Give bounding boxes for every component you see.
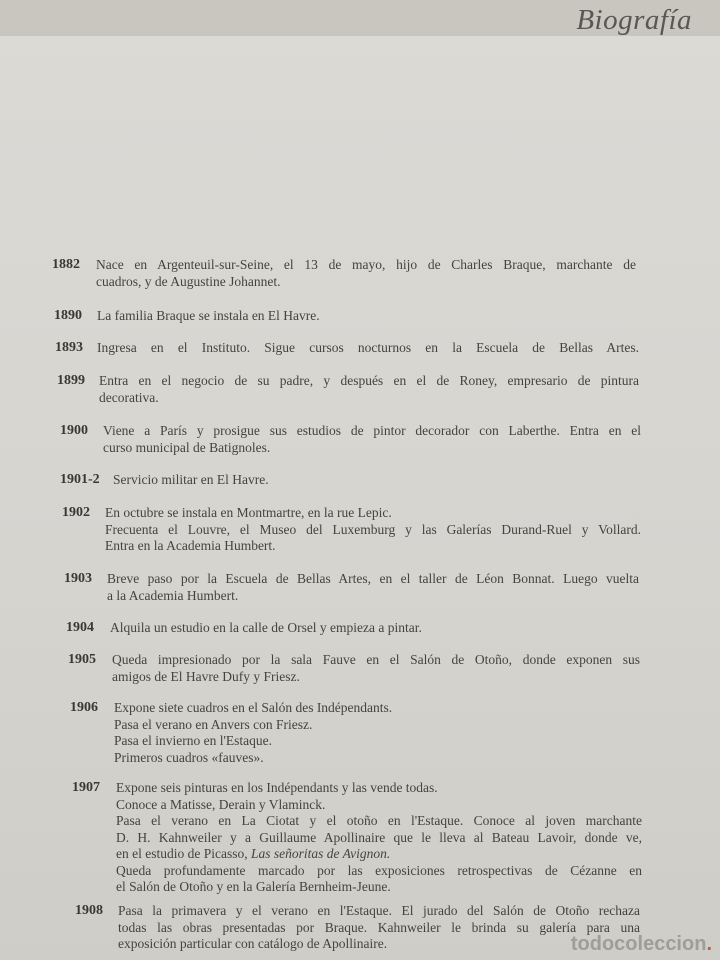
entry-line: Frecuenta el Louvre, el Museo del Luxemburg y las Galerías Durand-Ruel y Vollard. [105, 521, 641, 537]
entry-text [118, 903, 640, 953]
entry-line: exposición particular con catálogo de Apollinaire. [118, 936, 388, 951]
entry-year: 1899 [57, 373, 85, 388]
entry-line: Viene a París y prosigue sus estudios de pintor decorador con Laberthe. Entra en el [103, 423, 641, 438]
entry-line: decorativa. [99, 389, 159, 405]
entry-line: Queda impresionado por la sala Fauve en el Salón de Otoño, donde exponen sus [112, 652, 640, 667]
entry-line: Pasa la primavera y el verano en l'Estaque. El jurado del Salón de Otoño rechaza [118, 903, 640, 918]
entry-line: a la Academia Humbert. [107, 587, 239, 603]
watermark-logo [571, 933, 712, 956]
entry-line [116, 846, 642, 863]
entry-year: 1901-2 [60, 472, 100, 487]
entry-text [99, 373, 639, 406]
entry-text [97, 308, 637, 325]
entry-text [105, 505, 641, 555]
entry-line: Nace en Argenteuil-sur-Seine, el 13 de mayo, hijo de Charles Braque, marchante de [96, 257, 636, 272]
entry-text [112, 652, 640, 685]
entry-line: Entra en la Academia Humbert. [105, 538, 276, 553]
entry-line: Entra en el negocio de su padre, y después en el de Roney, empresario de pintura [99, 373, 639, 388]
entry-year: 1905 [68, 652, 96, 667]
artwork-title: Las señoritas de Avignon. [250, 846, 391, 861]
entry-year: 1904 [66, 620, 94, 635]
entry-line: La familia Braque se instala en El Havre. [97, 308, 320, 323]
entry-year: 1893 [55, 340, 83, 355]
entry-line: D. H. Kahnweiler y a Guillaume Apollinaire que le lleva al Bateau Lavoir, donde ve, [116, 829, 642, 845]
entry-line: Pasa el invierno en l'Estaque. [114, 733, 273, 748]
entry-year: 1906 [70, 700, 98, 715]
entry-line: Breve paso por la Escuela de Bellas Artes, en el taller de Léon Bonnat. Luego vuelta [107, 571, 639, 586]
entry-line: Primeros cuadros «fauves». [114, 749, 264, 765]
entry-line: amigos de El Havre Dufy y Friesz. [112, 668, 300, 684]
entry-year: 1908 [75, 903, 103, 918]
entry-line: el Salón de Otoño y en la Galería Bernheim-Jeune. [116, 879, 391, 894]
entry-line: Pasa el verano en La Ciotat y el otoño en l'Estaque. Conoce al joven marchante [116, 813, 642, 828]
entry-text [103, 423, 641, 456]
entry-line: Alquila un estudio en la calle de Orsel y empieza a pintar. [110, 620, 422, 635]
entry-line: Conoce a Matisse, Derain y Vlaminck. [116, 796, 326, 812]
entry-text [114, 700, 634, 766]
entry-year: 1890 [54, 308, 82, 323]
entry-text [107, 571, 639, 604]
entry-line: En octubre se instala en Montmartre, en la rue Lepic. [105, 505, 392, 520]
watermark-text: todocoleccion [570, 933, 707, 955]
entry-line: todas las obras presentadas por Braque. Kahnweiler le brinda su galería para una [118, 919, 640, 935]
entry-text [96, 257, 636, 290]
page-title: Biografía [576, 4, 692, 36]
entry-line: Expone siete cuadros en el Salón des Indépendants. [114, 700, 393, 715]
entry-year: 1902 [62, 505, 90, 520]
entry-line-text: en el estudio de Picasso, [116, 846, 248, 861]
entry-line: Pasa el verano en Anvers con Friesz. [114, 716, 313, 732]
entry-text [116, 780, 642, 896]
entry-text [110, 620, 630, 637]
entry-year: 1900 [60, 423, 88, 438]
entry-year: 1907 [72, 780, 100, 795]
entry-text [97, 340, 639, 357]
entry-line: cuadros, y de Augustine Johannet. [96, 273, 281, 289]
watermark-dot: . [706, 933, 712, 955]
entry-year: 1903 [64, 571, 92, 586]
entry-year: 1882 [52, 257, 80, 272]
entry-line: curso municipal de Batignoles. [103, 439, 271, 455]
entry-line: Ingresa en el Instituto. Sigue cursos nocturnos en la Escuela de Bellas Artes. [97, 340, 639, 355]
entry-line: Servicio militar en El Havre. [113, 472, 269, 487]
entry-line: Queda profundamente marcado por las exposiciones retrospectivas de Cézanne en [116, 862, 642, 878]
entry-text [113, 472, 633, 489]
entry-line: Expone seis pinturas en los Indépendants y las vende todas. [116, 780, 438, 795]
